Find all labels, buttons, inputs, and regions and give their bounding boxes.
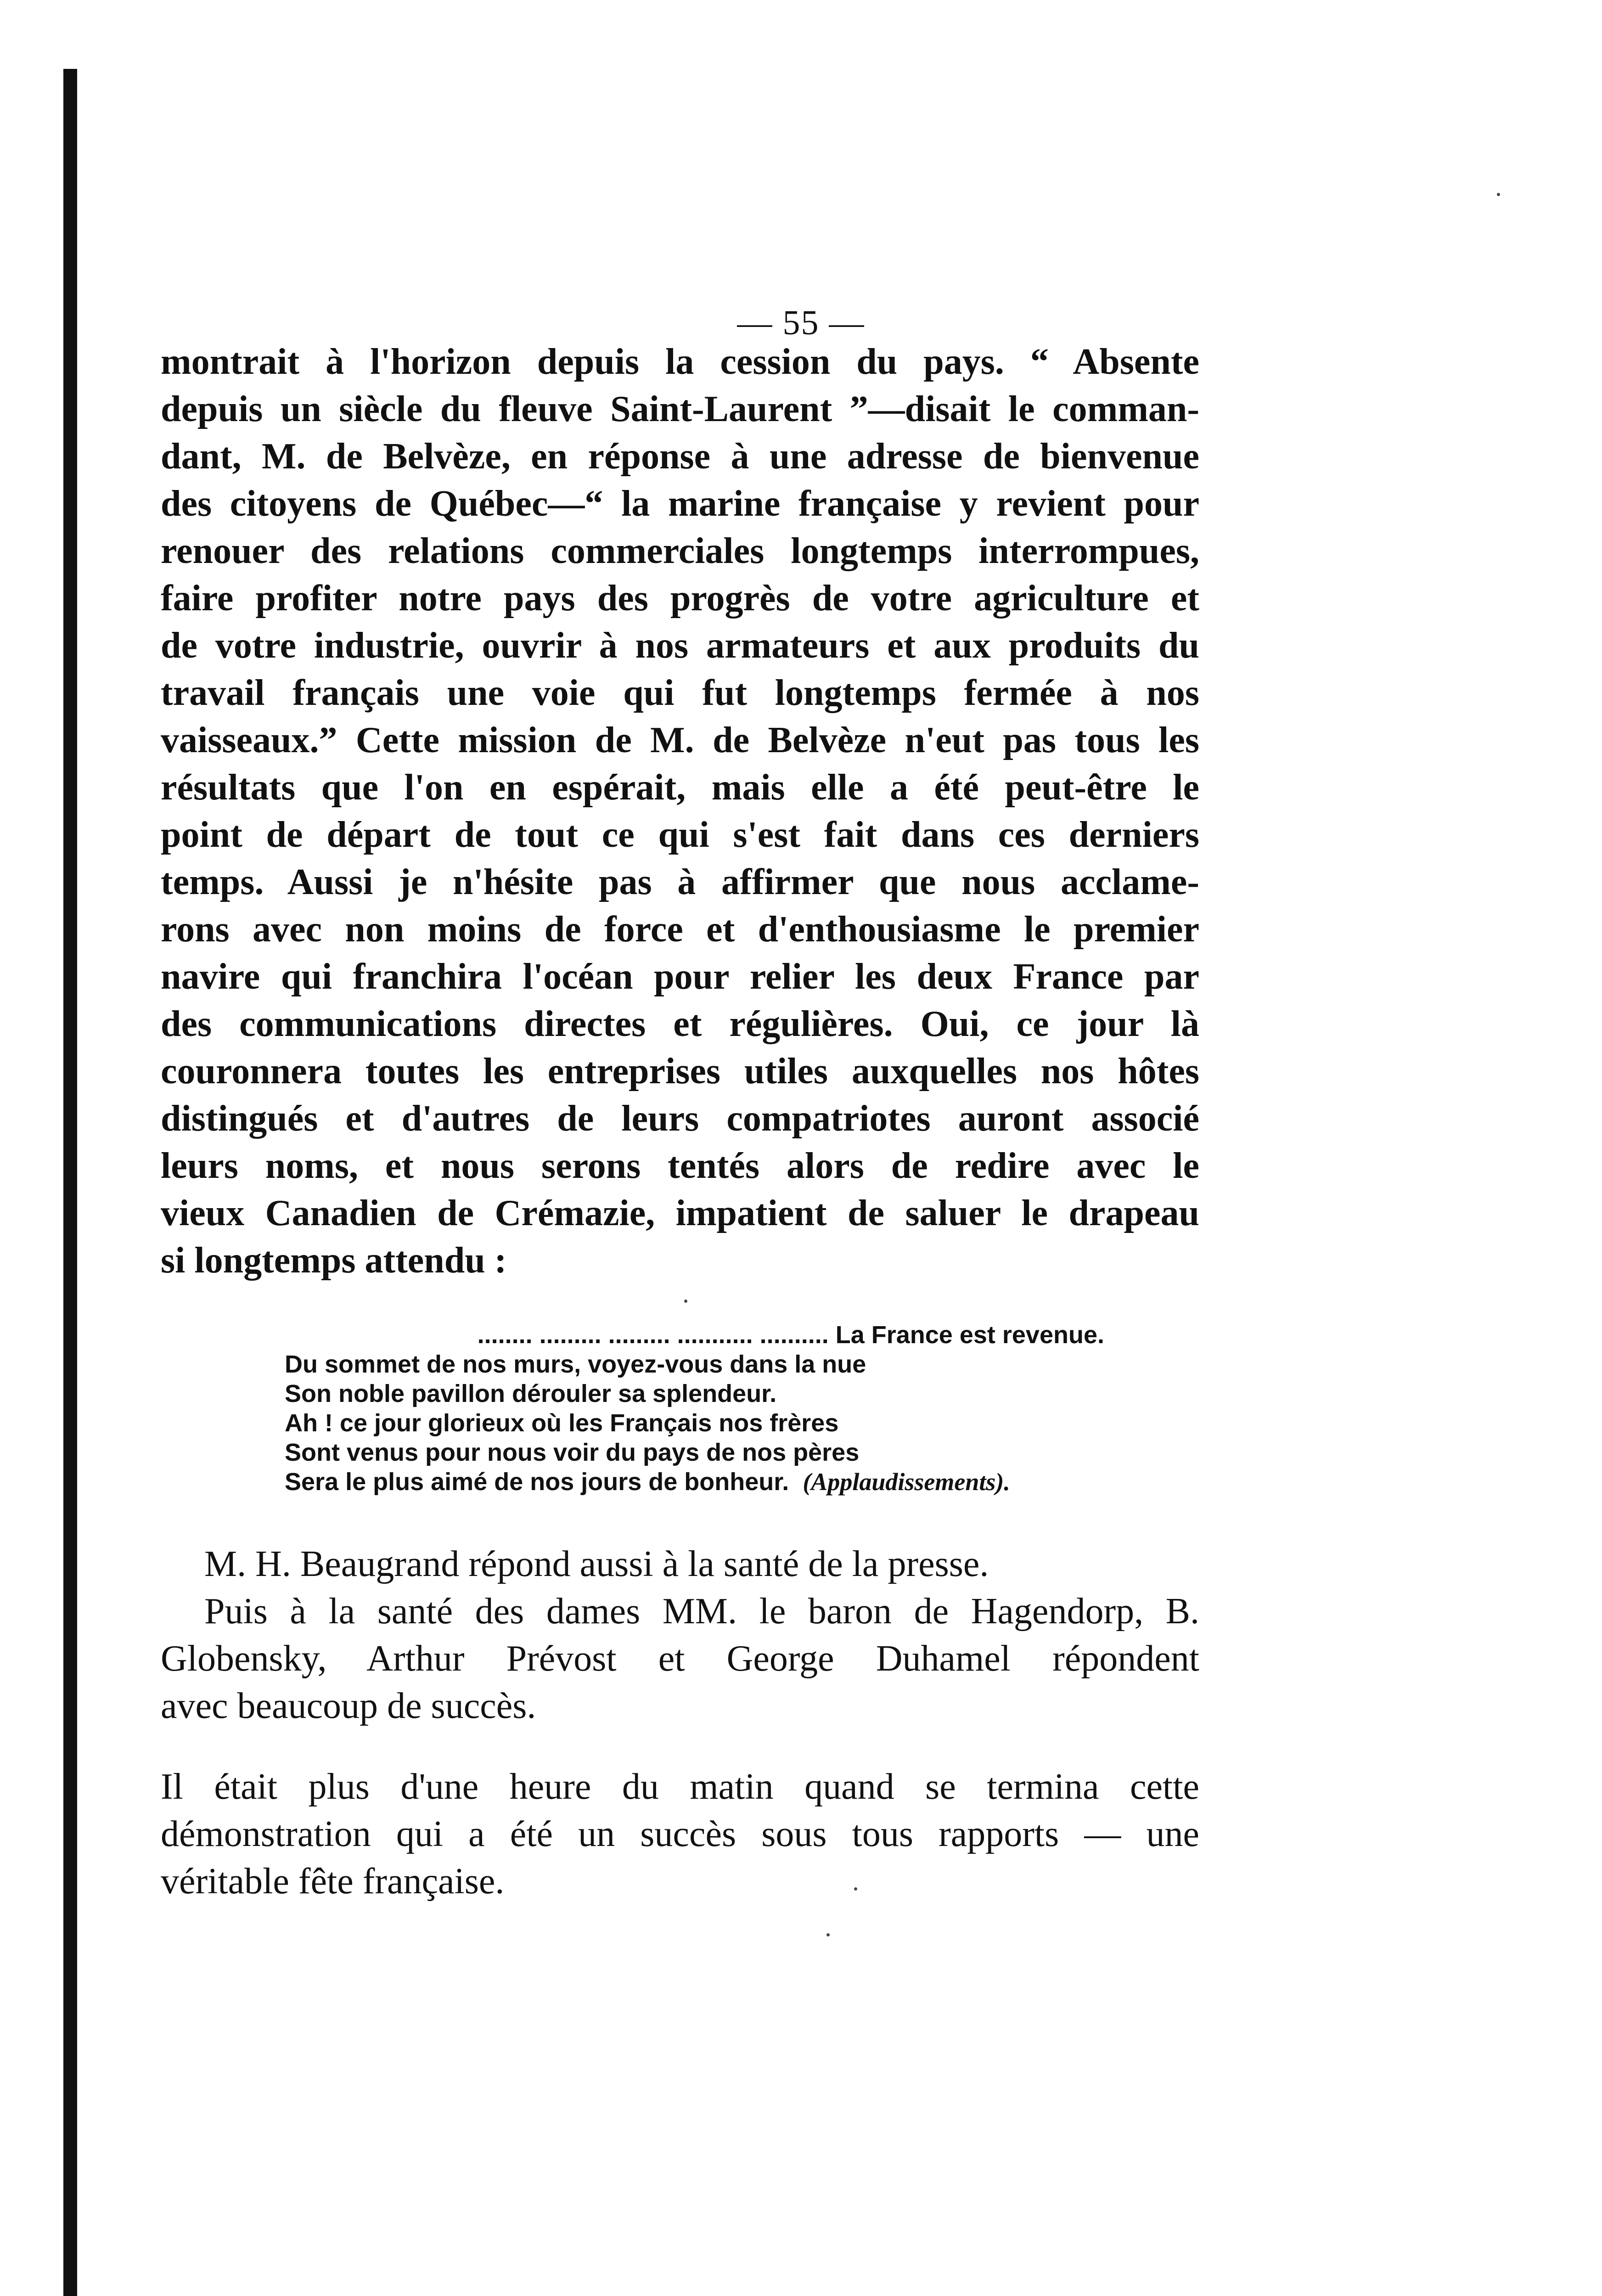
page-number: — 55 — <box>737 304 865 342</box>
text-line: dant, M. de Belvèze, en réponse à une adresse de bienvenue <box>161 436 1199 477</box>
text-line: temps. Aussi je n'hésite pas à affirmer que nous acclame- <box>161 862 1199 902</box>
verse-line: Sont venus pour nous voir du pays de nos pères <box>285 1439 860 1466</box>
text-line: depuis un siècle du fleuve Saint-Laurent ”—disait le comman- <box>161 389 1199 429</box>
text-line: travail français une voie qui fut longtemps fermée à nos <box>161 673 1199 713</box>
closing-paragraph <box>161 1763 1199 1905</box>
text-line: Puis à la santé des dames MM. le baron de Hagendorp, B. <box>204 1591 1199 1632</box>
text-line: si longtemps attendu : <box>161 1240 507 1281</box>
text-line: résultats que l'on en espérait, mais elle a été peut-être le <box>161 767 1199 808</box>
response-paragraphs <box>161 1541 1199 1730</box>
text-line: renouer des relations commerciales longtemps interrompues, <box>161 531 1199 571</box>
text-line: montrait à l'horizon depuis la cession du pays. “ Absente <box>161 342 1199 382</box>
verse-text: Sera le plus aimé de nos jours de bonheur. <box>285 1468 789 1496</box>
verse-line: Du sommet de nos murs, voyez-vous dans la nue <box>285 1351 866 1378</box>
text-line: Globensky, Arthur Prévost et George Duhamel répondent <box>161 1638 1199 1679</box>
text-line: navire qui franchira l'océan pour relier les deux France par <box>161 957 1199 997</box>
text-line: vieux Canadien de Crémazie, impatient de saluer le drapeau <box>161 1193 1199 1233</box>
text-line: faire profiter notre pays des progrès de votre agriculture et <box>161 578 1199 619</box>
text-line: avec beaucoup de succès. <box>161 1686 536 1726</box>
main-paragraph <box>161 338 1199 1284</box>
scan-speck <box>684 1300 687 1303</box>
verse-line: ........ ......... ......... ........... .......... La France est revenue. <box>477 1321 1104 1349</box>
text-line: leurs noms, et nous serons tentés alors de redire avec le <box>161 1146 1199 1186</box>
text-line: démonstration qui a été un succès sous tous rapports — une <box>161 1814 1199 1854</box>
text-line: des citoyens de Québec—“ la marine française y revient pour <box>161 484 1199 524</box>
applause-note: (Applaudissements). <box>803 1468 1010 1496</box>
text-line: Il était plus d'une heure du matin quand se termina cette <box>161 1767 1199 1807</box>
verse-line: Ah ! ce jour glorieux où les Français nos frères <box>285 1409 839 1437</box>
text-line: de votre industrie, ouvrir à nos armateurs et aux produits du <box>161 625 1199 666</box>
verse-line: Son noble pavillon dérouler sa splendeur. <box>285 1380 777 1407</box>
verse-line-last <box>285 1467 1208 1497</box>
verse-quote <box>285 1320 1208 1497</box>
text-line: distingués et d'autres de leurs compatriotes auront associé <box>161 1098 1199 1139</box>
text-line: M. H. Beaugrand répond aussi à la santé de la presse. <box>204 1544 989 1584</box>
text-line: véritable fête française. <box>161 1861 505 1902</box>
text-line: vaisseaux.” Cette mission de M. de Belvèze n'eut pas tous les <box>161 720 1199 760</box>
text-line: rons avec non moins de force et d'enthousiasme le premier <box>161 909 1199 950</box>
scan-speck <box>854 1887 857 1891</box>
binding-edge <box>63 69 77 2296</box>
scan-speck <box>1497 193 1500 196</box>
text-line: couronnera toutes les entreprises utiles auxquelles nos hôtes <box>161 1051 1199 1092</box>
text-line: point de départ de tout ce qui s'est fait dans ces derniers <box>161 815 1199 855</box>
text-line: des communications directes et régulières. Oui, ce jour là <box>161 1004 1199 1044</box>
scan-speck <box>826 1933 830 1936</box>
